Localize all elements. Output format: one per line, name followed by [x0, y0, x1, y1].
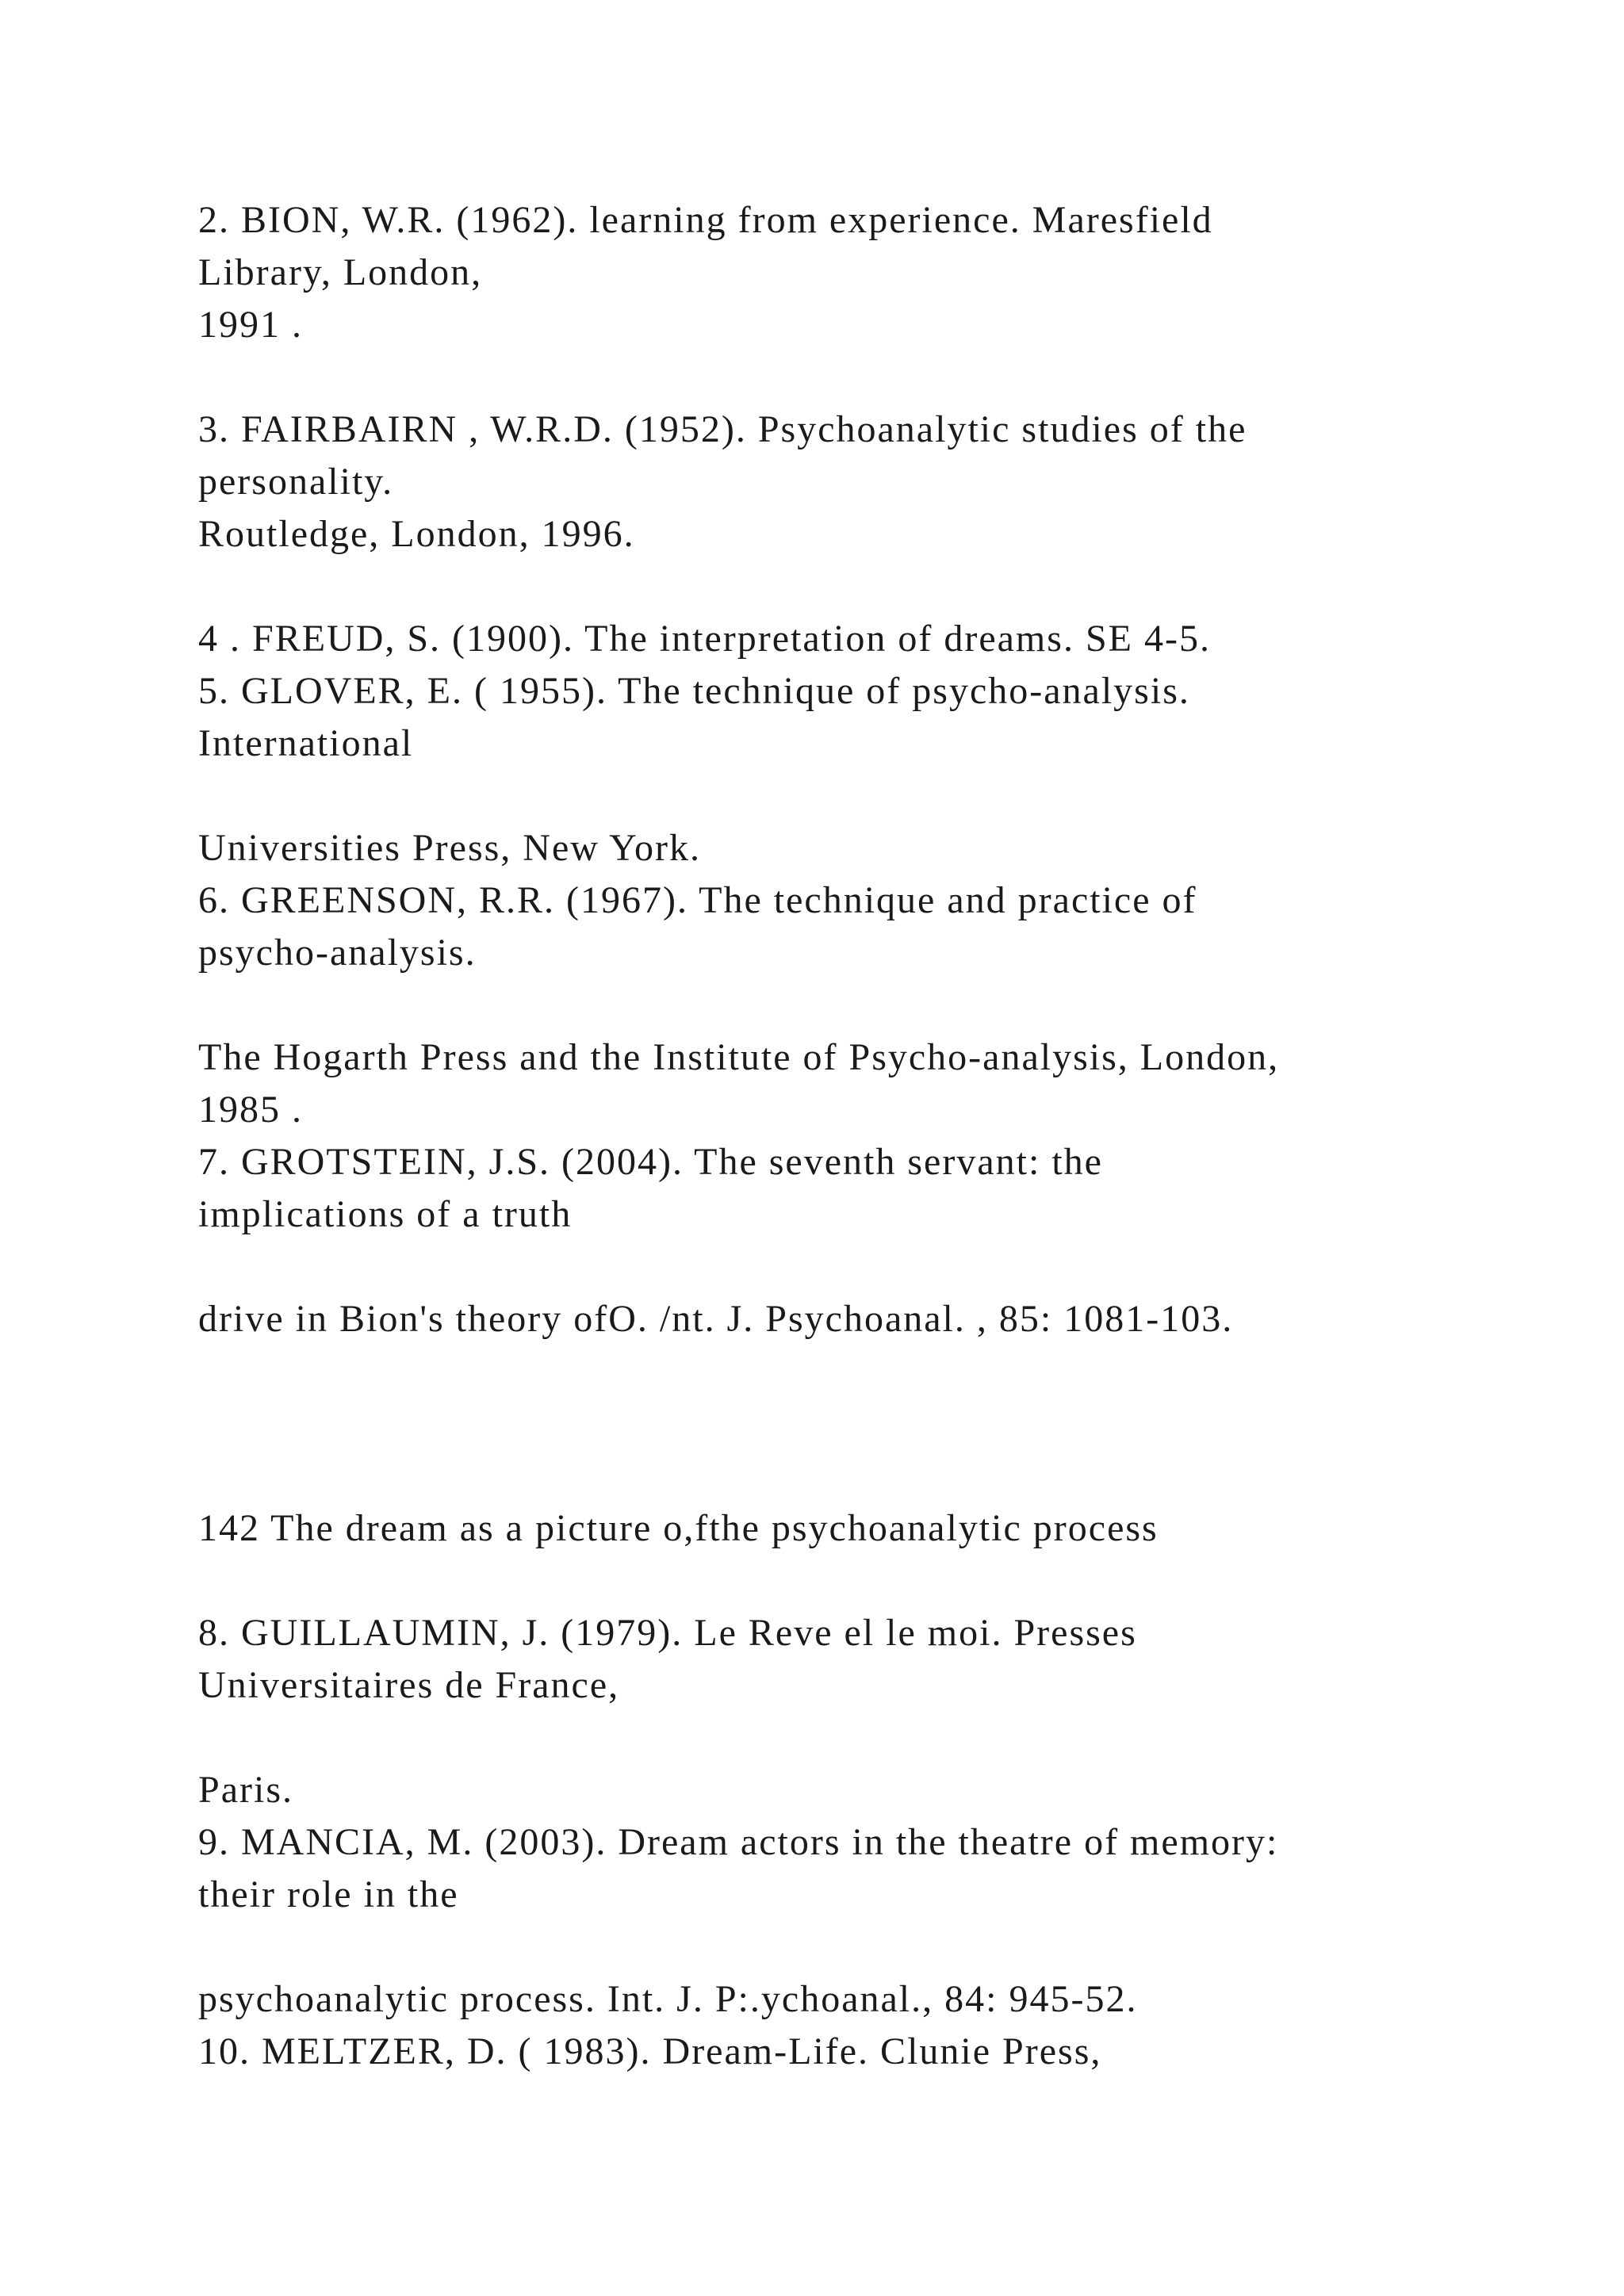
reference-line: Paris.: [198, 1769, 293, 1811]
reference-line: 1985 .: [198, 1089, 303, 1131]
reference-line: 1991 .: [198, 304, 303, 346]
reference-line: 4 . FREUD, S. (1900). The interpretation of dreams. SE 4-5.: [198, 618, 1211, 660]
reference-line: Universities Press, New York.: [198, 827, 701, 869]
reference-line: The Hogarth Press and the Institute of Psycho-analysis, London,: [198, 1036, 1280, 1078]
reference-line: Universitaires de France,: [198, 1664, 620, 1706]
reference-line: drive in Bion's theory ofO. /nt. J. Psychoanal. , 85: 1081-103.: [198, 1298, 1234, 1340]
reference-line: 7. GROTSTEIN, J.S. (2004). The seventh servant: the: [198, 1141, 1103, 1183]
reference-line: personality.: [198, 461, 394, 503]
reference-line: 8. GUILLAUMIN, J. (1979). Le Reve el le moi. Presses: [198, 1612, 1137, 1654]
reference-line: 2. BION, W.R. (1962). learning from experience. Maresfield: [198, 199, 1213, 241]
reference-line: their role in the: [198, 1873, 459, 1915]
reference-line: psychoanalytic process. Int. J. P:.ychoanal., 84: 945-52.: [198, 1978, 1138, 2020]
reference-line: 9. MANCIA, M. (2003). Dream actors in the theatre of memory:: [198, 1821, 1279, 1863]
reference-line: Routledge, London, 1996.: [198, 513, 635, 555]
reference-line: implications of a truth: [198, 1193, 573, 1235]
reference-line: International: [198, 722, 414, 764]
reference-line: 6. GREENSON, R.R. (1967). The technique and practice of: [198, 879, 1197, 921]
reference-line: 5. GLOVER, E. ( 1955). The technique of psycho-analysis.: [198, 670, 1190, 712]
running-header: 142 The dream as a picture o,fthe psychoanalytic process: [198, 1507, 1159, 1549]
reference-line: 10. MELTZER, D. ( 1983). Dream-Life. Clunie Press,: [198, 2030, 1102, 2072]
reference-line: 3. FAIRBAIRN , W.R.D. (1952). Psychoanalytic studies of the: [198, 408, 1247, 450]
reference-line: psycho-analysis.: [198, 932, 477, 974]
reference-line: Library, London,: [198, 251, 483, 293]
